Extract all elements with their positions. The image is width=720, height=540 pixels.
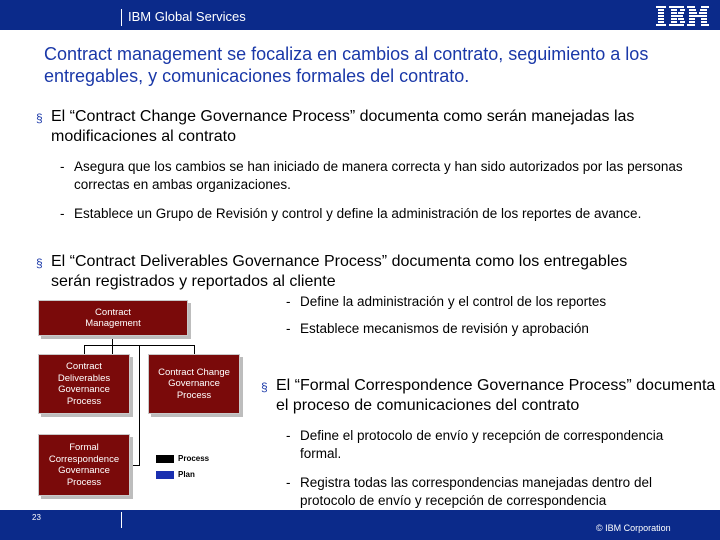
sub-bullet-text: Define la administración y el control de los reportes <box>300 294 607 309</box>
diagram-box-label: Contract Change Governance Process <box>158 366 230 401</box>
bullet-marker: § <box>36 256 43 270</box>
sub-bullet-deliverables-2 <box>286 320 700 338</box>
header-title: IBM Global Services <box>128 9 246 24</box>
dash-marker: - <box>286 475 291 490</box>
bullet-deliverables-text: El “Contract Deliverables Governance Process” documenta como los entregables serán registrados y reportados al cliente <box>51 253 628 290</box>
sub-bullet-formal-2 <box>286 474 700 510</box>
dash-marker: - <box>286 428 291 443</box>
sub-bullet-deliverables-1 <box>286 293 700 311</box>
page-number: 23 <box>32 513 41 522</box>
bullet-deliverables-governance <box>36 252 631 292</box>
dash-marker: - <box>60 206 65 221</box>
sub-bullet-text: Asegura que los cambios se han iniciado de manera correcta y han sido autorizados por las personas correctas en ambas organizaciones. <box>74 159 683 192</box>
legend-plan-swatch <box>156 471 174 479</box>
diagram-box-correspondence <box>38 434 130 496</box>
connector-line <box>139 345 140 465</box>
diagram-box-deliverables <box>38 354 130 414</box>
sub-bullet-formal-1 <box>286 427 680 463</box>
slide-title: Contract management se focaliza en cambios al contrato, seguimiento a los entregables, y comunicaciones formales del contrato. <box>44 44 649 86</box>
legend-process-label: Process <box>178 454 210 463</box>
bullet-formal-text: El “Formal Correspondence Governance Process” documenta el proceso de comunicaciones del contrato <box>276 377 716 414</box>
bullet-change-governance <box>36 107 651 147</box>
diagram-box-label: Contract Management <box>85 306 141 329</box>
diagram-box-contract-management <box>38 300 188 336</box>
connector-line <box>194 345 195 354</box>
connector-line <box>130 465 140 466</box>
diagram-box-change <box>148 354 240 414</box>
header-separator <box>121 9 122 26</box>
legend-process-swatch <box>156 455 174 463</box>
sub-bullet-change-1 <box>60 158 684 194</box>
legend-plan-label: Plan <box>178 470 195 479</box>
sub-bullet-change-2 <box>60 205 684 223</box>
dash-marker: - <box>60 159 65 174</box>
dash-marker: - <box>286 321 291 336</box>
sub-bullet-text: Define el protocolo de envío y recepción de correspondencia formal. <box>300 428 664 461</box>
copyright: © IBM Corporation <box>596 523 671 533</box>
sub-bullet-text: Establece un Grupo de Revisión y control y define la administración de los reportes de avance. <box>74 206 642 221</box>
sub-bullet-text: Registra todas las correspondencias manejadas dentro del protocolo de envío y recepción de correspondencia <box>300 475 652 508</box>
sub-bullet-text: Establece mecanismos de revisión y aprobación <box>300 321 589 336</box>
connector-line <box>84 345 85 354</box>
footer-separator <box>121 512 122 528</box>
diagram-box-label: Formal Correspondence Governance Process <box>48 442 120 488</box>
bullet-marker: § <box>36 111 43 125</box>
header-band <box>0 0 720 30</box>
bullet-change-text: El “Contract Change Governance Process” documenta como serán manejadas las modificaciones al contrato <box>51 108 635 145</box>
bullet-marker: § <box>261 380 268 394</box>
bullet-formal-governance <box>261 376 716 416</box>
dash-marker: - <box>286 294 291 309</box>
ibm-logo <box>656 5 710 27</box>
diagram-box-label: Contract Deliverables Governance Process <box>57 361 111 407</box>
